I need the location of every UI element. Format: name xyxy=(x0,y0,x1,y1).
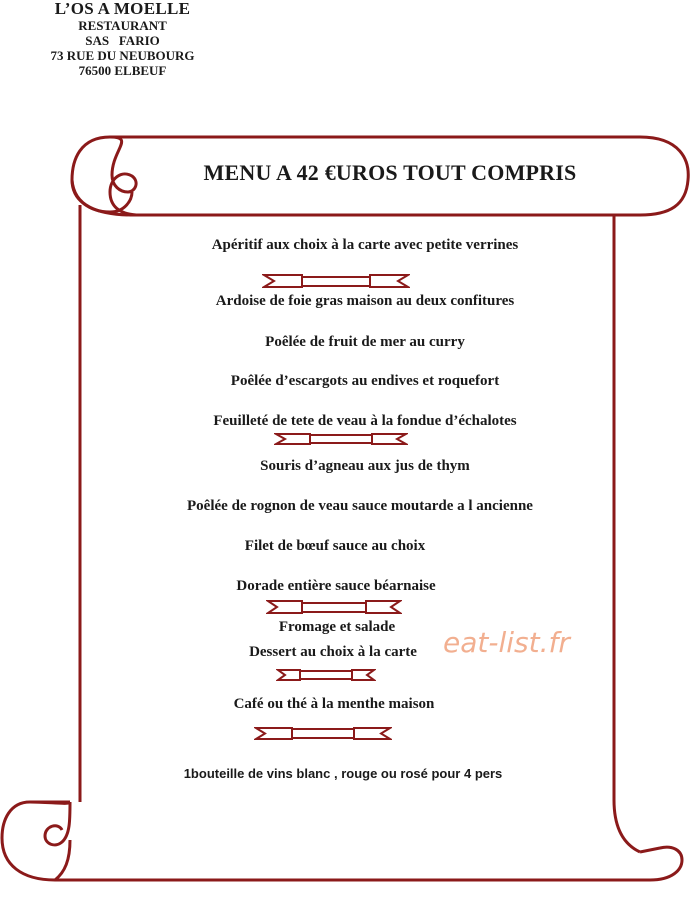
restaurant-type: RESTAURANT xyxy=(78,18,167,33)
menu-item-aperitif: Apéritif aux choix à la carte avec petite verrines xyxy=(211,237,519,253)
menu-item-souris-agneau: Souris d’agneau aux jus de thym xyxy=(260,458,470,474)
menu-item-feuillete: Feuilleté de tete de veau à la fondue d’échalotes xyxy=(213,413,517,429)
menu-item-dorade: Dorade entière sauce béarnaise xyxy=(236,578,436,594)
street-address: 73 RUE DU NEUBOURG xyxy=(50,48,195,63)
menu-item-fruits-de-mer: Poêlée de fruit de mer au curry xyxy=(265,334,465,350)
menu-item-rognon: Poêlée de rognon de veau sauce moutarde a l ancienne xyxy=(187,498,533,514)
menu-item-foie-gras: Ardoise de foie gras maison au deux confitures xyxy=(215,293,515,309)
watermark-text: eat-list.fr xyxy=(443,626,570,659)
ribbon-separator xyxy=(266,598,402,616)
ribbon-separator xyxy=(254,725,392,742)
menu-item-filet-boeuf: Filet de bœuf sauce au choix xyxy=(244,538,426,554)
menu-item-dessert: Dessert au choix à la carte xyxy=(249,644,417,660)
menu-item-escargots: Poêlée d’escargots au endives et roquefort xyxy=(230,373,500,389)
menu-item-cafe: Café ou thé à la menthe maison xyxy=(233,696,435,712)
ribbon-separator xyxy=(262,272,410,290)
menu-footer-wine: 1bouteille de vins blanc , rouge ou rosé pour 4 pers xyxy=(183,766,503,781)
ribbon-separator xyxy=(274,431,408,447)
menu-item-fromage: Fromage et salade xyxy=(278,619,396,635)
company-name: SAS FARIO xyxy=(85,33,160,48)
ribbon-separator xyxy=(276,667,376,683)
city-address: 76500 ELBEUF xyxy=(78,63,167,78)
menu-title: MENU A 42 €UROS TOUT COMPRIS xyxy=(203,160,577,185)
restaurant-name: L’OS A MOELLE xyxy=(54,0,191,18)
